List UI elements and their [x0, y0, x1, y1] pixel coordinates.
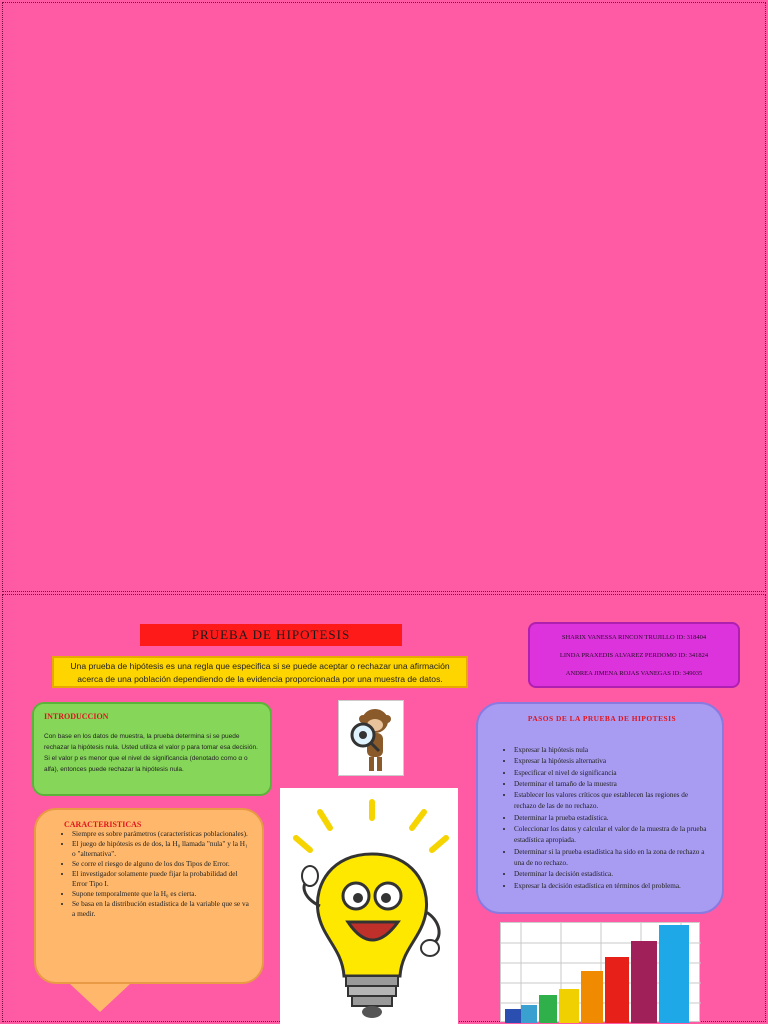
- list-item: • El investigador solamente puede fijar la probabilidad del Error Tipo I.: [72, 869, 250, 889]
- list-item: • Determinar la prueba estadística.: [514, 813, 708, 824]
- list-item: • Supone temporalmente que la H₀ es cierta.: [72, 889, 250, 899]
- author-3: ANDREA JIMENA ROJAS VANEGAS ID: 349035: [565, 669, 703, 677]
- steps-list: [496, 745, 708, 892]
- authors-box: [528, 622, 740, 688]
- top-page-panel: [2, 2, 766, 592]
- author-1: SHARIX VANESSA RINCON TRUJILLO ID: 318404: [561, 633, 707, 641]
- list-item: • El juego de hipótesis es de dos, la H₀ llamada "nula" y la H₁ o "alternativa".: [72, 839, 250, 859]
- list-item: • Se basa en la distribución estadística de la variable que se va a medir.: [72, 899, 250, 919]
- introduction-text: Con base en los datos de muestra, la prueba determina si se puede rechazar la hipótesis nula. Usted utiliza el valor p para tomar esa decisión. Si el valor p es menor que el nivel de significancia (denotado como α o alfa), entonces puede rechazar la hipótesis nula.: [44, 733, 258, 773]
- list-item: • Expresar la hipótesis alternativa: [514, 756, 708, 767]
- list-item: • Establecer los valores críticos que establecen las regiones de rechazo de las de no rechazo.: [514, 790, 708, 813]
- list-item: • Expresar la decisión estadística en términos del problema.: [514, 881, 708, 892]
- steps-box: [476, 702, 724, 914]
- author-2: LINDA PRAXEDIS ALVAREZ PERDOMO ID: 341824: [559, 651, 709, 659]
- monkey-magnifier-icon: [338, 700, 404, 776]
- list-item: • Coleccionar los datos y calcular el valor de la muestra de la prueba estadística apropiada.: [514, 824, 708, 847]
- speech-bubble-tail: [70, 984, 130, 1012]
- list-item: • Especificar el nivel de significancia: [514, 768, 708, 779]
- list-item: • Determinar la decisión estadística.: [514, 869, 708, 880]
- definition-line-1: Una prueba de hipótesis es una regla que especifica si se puede aceptar o rechazar una afirmación: [70, 661, 450, 671]
- characteristics-box: [34, 808, 264, 984]
- steps-heading: PASOS DE LA PRUEBA DE HIPOTESIS: [527, 714, 677, 723]
- list-item: • Siempre es sobre parámetros (características poblacionales).: [72, 829, 250, 839]
- list-item: • Se corre el riesgo de alguno de los dos Tipos de Error.: [72, 859, 250, 869]
- list-item: • Determinar si la prueba estadística ha sido en la zona de rechazo a una de no rechazo.: [514, 847, 708, 870]
- definition-box: [52, 656, 468, 688]
- bar-chart-icon: [500, 922, 700, 1022]
- characteristics-heading: CARACTERISTICAS: [64, 820, 142, 829]
- page-title: PRUEBA DE HIPOTESIS: [140, 624, 402, 646]
- characteristics-list: [56, 829, 250, 919]
- introduction-heading: INTRODUCCION: [44, 712, 109, 721]
- list-item: • Expresar la hipótesis nula: [514, 745, 708, 756]
- introduction-box: [32, 702, 272, 796]
- lightbulb-character-icon: [280, 788, 458, 1024]
- definition-line-2: acerca de una población dependiendo de la evidencia proporcionada por una muestra de datos.: [77, 674, 443, 684]
- list-item: • Determinar el tamaño de la muestra: [514, 779, 708, 790]
